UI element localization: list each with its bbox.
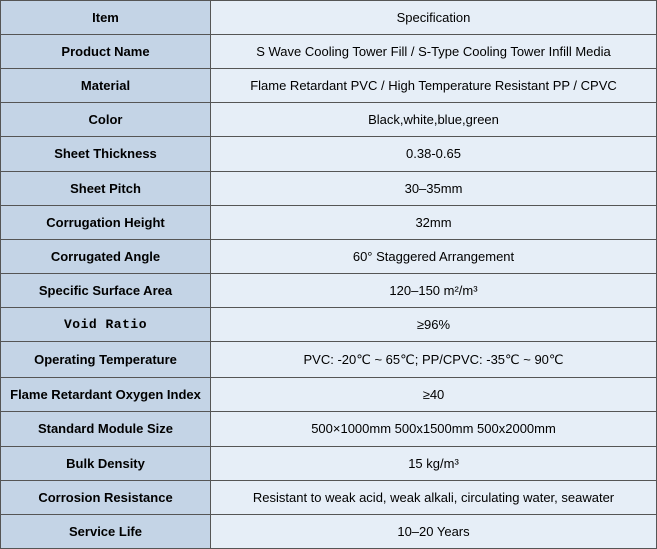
row-item-sheet-pitch: Sheet Pitch [1,171,211,205]
table-row [1,137,657,171]
row-spec-bulk-density: 15 kg/m³ [211,446,657,480]
header-specification: Specification [211,1,657,35]
table-row [1,446,657,480]
row-item-material: Material [1,69,211,103]
row-spec-sheet-thickness: 0.38-0.65 [211,137,657,171]
row-item-product-name: Product Name [1,35,211,69]
row-item-specific-surface-area: Specific Surface Area [1,273,211,307]
row-item-color: Color [1,103,211,137]
row-spec-color: Black,white,blue,green [211,103,657,137]
row-spec-void-ratio: ≥96% [211,307,657,341]
row-spec-corrugated-angle: 60° Staggered Arrangement [211,239,657,273]
table-row [1,480,657,514]
row-spec-oxygen-index: ≥40 [211,378,657,412]
row-spec-product-name: S Wave Cooling Tower Fill / S-Type Cooling Tower Infill Media [211,35,657,69]
table-row [1,412,657,446]
row-spec-material: Flame Retardant PVC / High Temperature Resistant PP / CPVC [211,69,657,103]
table-row [1,378,657,412]
row-spec-specific-surface-area: 120–150 m²/m³ [211,273,657,307]
row-spec-module-size: 500×1000mm 500x1500mm 500x2000mm [211,412,657,446]
row-item-module-size: Standard Module Size [1,412,211,446]
row-item-service-life: Service Life [1,514,211,548]
table-header-row [1,1,657,35]
table-row [1,171,657,205]
table-row [1,205,657,239]
table-row [1,514,657,548]
table-row [1,307,657,341]
row-item-corrugated-angle: Corrugated Angle [1,239,211,273]
header-item: Item [1,1,211,35]
row-item-sheet-thickness: Sheet Thickness [1,137,211,171]
row-item-void-ratio: Void Ratio [1,307,211,341]
row-item-corrosion-resistance: Corrosion Resistance [1,480,211,514]
table-row [1,239,657,273]
table-row [1,35,657,69]
row-item-oxygen-index: Flame Retardant Oxygen Index [1,378,211,412]
table-row [1,273,657,307]
row-spec-sheet-pitch: 30–35mm [211,171,657,205]
row-spec-operating-temperature: PVC: -20℃ ~ 65℃; PP/CPVC: -35℃ ~ 90℃ [211,342,657,378]
row-spec-service-life: 10–20 Years [211,514,657,548]
row-item-operating-temperature: Operating Temperature [1,342,211,378]
row-spec-corrosion-resistance: Resistant to weak acid, weak alkali, circulating water, seawater [211,480,657,514]
row-item-corrugation-height: Corrugation Height [1,205,211,239]
row-spec-corrugation-height: 32mm [211,205,657,239]
row-item-bulk-density: Bulk Density [1,446,211,480]
table-row [1,103,657,137]
table-row [1,69,657,103]
table-row [1,342,657,378]
